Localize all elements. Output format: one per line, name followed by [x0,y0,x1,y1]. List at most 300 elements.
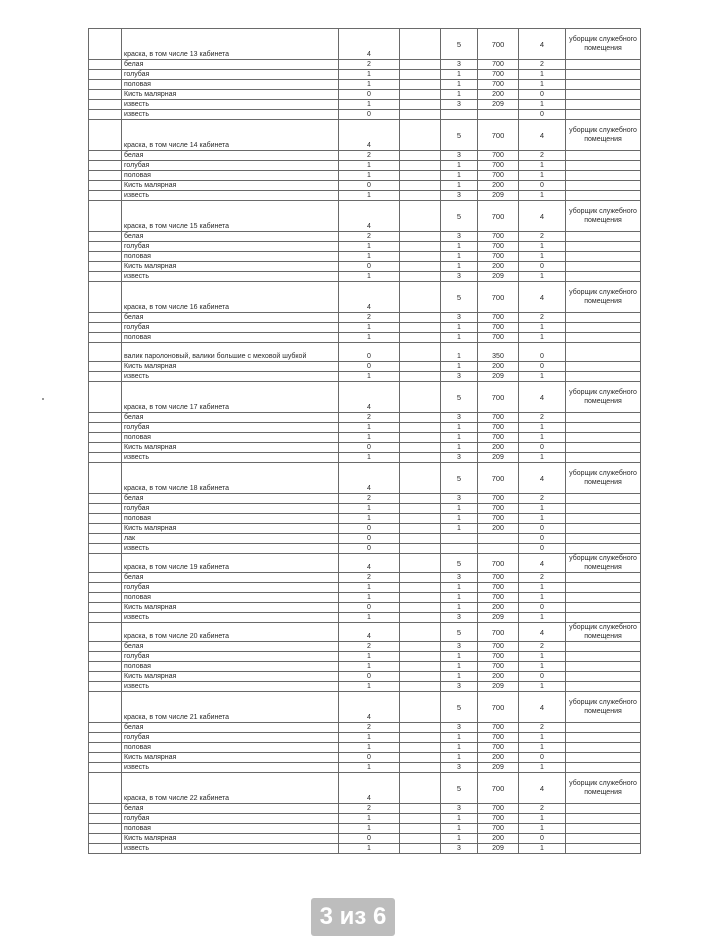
price-cell: 700 [478,773,519,804]
table-row [89,262,641,272]
item-name-cell: Кисть малярная [122,524,339,534]
quantity-cell: 1 [339,423,400,433]
responsible-cell [566,252,641,262]
quantity-cell: 1 [339,161,400,171]
quantity-cell: 1 [339,433,400,443]
row-index-cell [89,834,122,844]
group-header-row [89,623,641,642]
count-cell: 4 [519,463,566,494]
table-row [89,433,641,443]
row-index-cell [89,232,122,242]
quantity-cell: 1 [339,242,400,252]
blank-cell [400,60,441,70]
row-index-cell [89,603,122,613]
table-row [89,161,641,171]
price-cell: 700 [478,652,519,662]
group-header-row [89,773,641,804]
quantity-cell: 1 [339,844,400,854]
blank-cell [400,593,441,603]
item-name-cell: краска, в том числе 20 кабинета [122,623,339,642]
blank-cell [400,80,441,90]
row-index-cell [89,743,122,753]
responsible-cell [566,262,641,272]
blank-cell [400,29,441,60]
price-cell: 700 [478,161,519,171]
units-cell: 3 [441,191,478,201]
price-cell: 700 [478,573,519,583]
responsible-cell [566,804,641,814]
price-cell: 700 [478,514,519,524]
blank-cell [400,453,441,463]
group-header-row [89,282,641,313]
table-row [89,232,641,242]
item-name-cell: белая [122,642,339,652]
price-cell: 209 [478,844,519,854]
table-row [89,844,641,854]
responsible-cell [566,313,641,323]
units-cell: 1 [441,443,478,453]
table-row [89,593,641,603]
supplies-table-body [89,29,641,854]
row-index-cell [89,343,122,362]
row-index-cell [89,60,122,70]
units-cell: 5 [441,463,478,494]
responsible-cell [566,603,641,613]
price-cell: 350 [478,343,519,362]
quantity-cell: 1 [339,453,400,463]
count-cell: 1 [519,272,566,282]
units-cell: 1 [441,753,478,763]
price-cell: 200 [478,753,519,763]
units-cell: 3 [441,413,478,423]
row-index-cell [89,181,122,191]
units-cell: 3 [441,232,478,242]
row-index-cell [89,413,122,423]
quantity-cell: 1 [339,613,400,623]
row-index-cell [89,773,122,804]
blank-cell [400,844,441,854]
responsible-cell [566,362,641,372]
price-cell: 700 [478,282,519,313]
responsible-cell: уборщик служебного помещения [566,463,641,494]
table-row [89,753,641,763]
count-cell: 2 [519,60,566,70]
item-name-cell: известь [122,191,339,201]
units-cell: 1 [441,262,478,272]
blank-cell [400,333,441,343]
count-cell: 1 [519,504,566,514]
item-name-cell: голубая [122,70,339,80]
table-row [89,824,641,834]
quantity-cell: 0 [339,181,400,191]
responsible-cell [566,743,641,753]
quantity-cell: 4 [339,120,400,151]
price-cell: 700 [478,151,519,161]
blank-cell [400,382,441,413]
table-row [89,333,641,343]
row-index-cell [89,262,122,272]
units-cell: 3 [441,313,478,323]
item-name-cell: белая [122,232,339,242]
count-cell: 4 [519,29,566,60]
blank-cell [400,242,441,252]
row-index-cell [89,463,122,494]
table-row [89,583,641,593]
row-index-cell [89,433,122,443]
quantity-cell: 1 [339,652,400,662]
blank-cell [400,201,441,232]
responsible-cell: уборщик служебного помещения [566,773,641,804]
quantity-cell: 1 [339,682,400,692]
item-name-cell: известь [122,844,339,854]
quantity-cell: 2 [339,60,400,70]
blank-cell [400,262,441,272]
price-cell: 700 [478,804,519,814]
price-cell [478,534,519,544]
table-row [89,834,641,844]
quantity-cell: 1 [339,372,400,382]
price-cell: 209 [478,682,519,692]
table-row [89,60,641,70]
item-name-cell: лак [122,534,339,544]
units-cell: 3 [441,804,478,814]
item-name-cell: голубая [122,504,339,514]
group-header-row [89,554,641,573]
units-cell: 3 [441,844,478,854]
item-name-cell: краска, в том числе 17 кабинета [122,382,339,413]
price-cell: 700 [478,433,519,443]
units-cell: 1 [441,90,478,100]
row-index-cell [89,242,122,252]
units-cell: 1 [441,733,478,743]
row-index-cell [89,161,122,171]
price-cell: 700 [478,554,519,573]
price-cell: 700 [478,382,519,413]
units-cell: 1 [441,824,478,834]
units-cell: 1 [441,652,478,662]
row-index-cell [89,652,122,662]
item-name-cell: известь [122,100,339,110]
units-cell: 5 [441,382,478,413]
price-cell: 200 [478,443,519,453]
responsible-cell [566,90,641,100]
count-cell: 2 [519,804,566,814]
table-row [89,524,641,534]
row-index-cell [89,824,122,834]
blank-cell [400,834,441,844]
item-name-cell: краска, в том числе 22 кабинета [122,773,339,804]
quantity-cell: 4 [339,382,400,413]
responsible-cell [566,161,641,171]
blank-cell [400,181,441,191]
responsible-cell [566,372,641,382]
count-cell: 1 [519,514,566,524]
responsible-cell [566,652,641,662]
item-name-cell: краска, в том числе 18 кабинета [122,463,339,494]
item-name-cell: половая [122,662,339,672]
quantity-cell: 0 [339,834,400,844]
responsible-cell [566,733,641,743]
units-cell: 3 [441,682,478,692]
count-cell: 1 [519,652,566,662]
quantity-cell: 0 [339,524,400,534]
row-index-cell [89,252,122,262]
count-cell: 4 [519,554,566,573]
item-name-cell: известь [122,272,339,282]
page-counter[interactable]: 3 из 6 [311,898,395,936]
responsible-cell [566,534,641,544]
blank-cell [400,544,441,554]
item-name-cell: белая [122,413,339,423]
quantity-cell: 1 [339,191,400,201]
count-cell: 1 [519,453,566,463]
table-row [89,362,641,372]
units-cell: 1 [441,524,478,534]
item-name-cell: половая [122,743,339,753]
count-cell: 1 [519,682,566,692]
price-cell: 700 [478,313,519,323]
quantity-cell: 0 [339,603,400,613]
blank-cell [400,191,441,201]
units-cell: 1 [441,323,478,333]
table-row [89,110,641,120]
count-cell: 4 [519,692,566,723]
units-cell [441,110,478,120]
quantity-cell: 1 [339,333,400,343]
quantity-cell: 1 [339,504,400,514]
blank-cell [400,534,441,544]
table-row [89,573,641,583]
row-index-cell [89,201,122,232]
row-index-cell [89,282,122,313]
responsible-cell [566,583,641,593]
blank-cell [400,642,441,652]
count-cell: 1 [519,372,566,382]
count-cell: 1 [519,613,566,623]
units-cell: 1 [441,171,478,181]
blank-cell [400,554,441,573]
blank-cell [400,804,441,814]
blank-cell [400,773,441,804]
table-row [89,343,641,362]
supplies-table [88,28,641,854]
units-cell: 3 [441,573,478,583]
price-cell: 700 [478,60,519,70]
table-row [89,242,641,252]
item-name-cell: известь [122,682,339,692]
responsible-cell [566,433,641,443]
count-cell: 4 [519,282,566,313]
units-cell [441,534,478,544]
row-index-cell [89,70,122,80]
units-cell: 1 [441,423,478,433]
item-name-cell: известь [122,453,339,463]
group-header-row [89,692,641,723]
row-index-cell [89,844,122,854]
row-index-cell [89,623,122,642]
row-index-cell [89,573,122,583]
units-cell: 1 [441,362,478,372]
responsible-cell [566,504,641,514]
row-index-cell [89,662,122,672]
table-row [89,181,641,191]
units-cell: 1 [441,242,478,252]
quantity-cell: 1 [339,662,400,672]
responsible-cell [566,443,641,453]
price-cell: 700 [478,733,519,743]
units-cell: 5 [441,692,478,723]
count-cell: 1 [519,171,566,181]
count-cell: 1 [519,80,566,90]
responsible-cell [566,232,641,242]
blank-cell [400,423,441,433]
price-cell: 700 [478,463,519,494]
units-cell: 3 [441,613,478,623]
quantity-cell: 4 [339,29,400,60]
table-row [89,171,641,181]
responsible-cell: уборщик служебного помещения [566,692,641,723]
responsible-cell [566,763,641,773]
row-index-cell [89,514,122,524]
quantity-cell: 2 [339,804,400,814]
count-cell: 1 [519,743,566,753]
blank-cell [400,463,441,494]
responsible-cell [566,343,641,362]
price-cell: 209 [478,763,519,773]
row-index-cell [89,191,122,201]
count-cell: 1 [519,161,566,171]
item-name-cell: белая [122,573,339,583]
quantity-cell: 0 [339,110,400,120]
group-header-row [89,463,641,494]
count-cell: 1 [519,70,566,80]
price-cell: 700 [478,252,519,262]
price-cell: 700 [478,662,519,672]
table-row [89,413,641,423]
item-name-cell: половая [122,824,339,834]
group-header-row [89,120,641,151]
count-cell: 1 [519,824,566,834]
price-cell: 700 [478,814,519,824]
quantity-cell: 0 [339,544,400,554]
row-index-cell [89,804,122,814]
price-cell: 700 [478,120,519,151]
item-name-cell: голубая [122,323,339,333]
price-cell: 700 [478,323,519,333]
quantity-cell: 1 [339,171,400,181]
responsible-cell [566,834,641,844]
item-name-cell: Кисть малярная [122,90,339,100]
responsible-cell: уборщик служебного помещения [566,382,641,413]
row-index-cell [89,554,122,573]
quantity-cell: 1 [339,733,400,743]
quantity-cell: 2 [339,313,400,323]
responsible-cell [566,181,641,191]
units-cell: 5 [441,29,478,60]
quantity-cell: 1 [339,514,400,524]
row-index-cell [89,504,122,514]
count-cell: 1 [519,323,566,333]
count-cell: 0 [519,90,566,100]
responsible-cell [566,524,641,534]
row-index-cell [89,453,122,463]
responsible-cell [566,753,641,763]
quantity-cell: 1 [339,743,400,753]
quantity-cell: 4 [339,201,400,232]
count-cell: 4 [519,120,566,151]
row-index-cell [89,100,122,110]
group-header-row [89,382,641,413]
count-cell: 0 [519,443,566,453]
row-index-cell [89,682,122,692]
quantity-cell: 0 [339,262,400,272]
units-cell: 1 [441,593,478,603]
price-cell: 700 [478,70,519,80]
responsible-cell [566,333,641,343]
quantity-cell: 1 [339,824,400,834]
table-row [89,804,641,814]
price-cell: 209 [478,372,519,382]
quantity-cell: 1 [339,593,400,603]
responsible-cell [566,824,641,834]
item-name-cell: голубая [122,242,339,252]
row-index-cell [89,323,122,333]
blank-cell [400,323,441,333]
price-cell: 700 [478,171,519,181]
count-cell: 0 [519,524,566,534]
quantity-cell: 2 [339,232,400,242]
quantity-cell: 0 [339,672,400,682]
row-index-cell [89,672,122,682]
price-cell: 209 [478,453,519,463]
responsible-cell [566,613,641,623]
price-cell: 700 [478,80,519,90]
item-name-cell: известь [122,110,339,120]
count-cell: 0 [519,110,566,120]
item-name-cell: Кисть малярная [122,603,339,613]
quantity-cell: 1 [339,252,400,262]
units-cell: 5 [441,282,478,313]
quantity-cell: 0 [339,534,400,544]
row-index-cell [89,372,122,382]
group-header-row [89,201,641,232]
table-row [89,423,641,433]
item-name-cell: Кисть малярная [122,443,339,453]
table-row [89,504,641,514]
item-name-cell: белая [122,60,339,70]
count-cell: 4 [519,201,566,232]
blank-cell [400,524,441,534]
item-name-cell: белая [122,494,339,504]
quantity-cell: 0 [339,443,400,453]
quantity-cell: 1 [339,272,400,282]
blank-cell [400,252,441,262]
row-index-cell [89,814,122,824]
units-cell: 1 [441,672,478,682]
item-name-cell: Кисть малярная [122,181,339,191]
blank-cell [400,494,441,504]
scan-speck [42,398,44,400]
table-row [89,494,641,504]
price-cell: 700 [478,242,519,252]
quantity-cell: 0 [339,753,400,763]
count-cell: 2 [519,413,566,423]
count-cell: 1 [519,423,566,433]
item-name-cell: Кисть малярная [122,834,339,844]
quantity-cell: 4 [339,623,400,642]
count-cell: 1 [519,433,566,443]
count-cell: 2 [519,723,566,733]
